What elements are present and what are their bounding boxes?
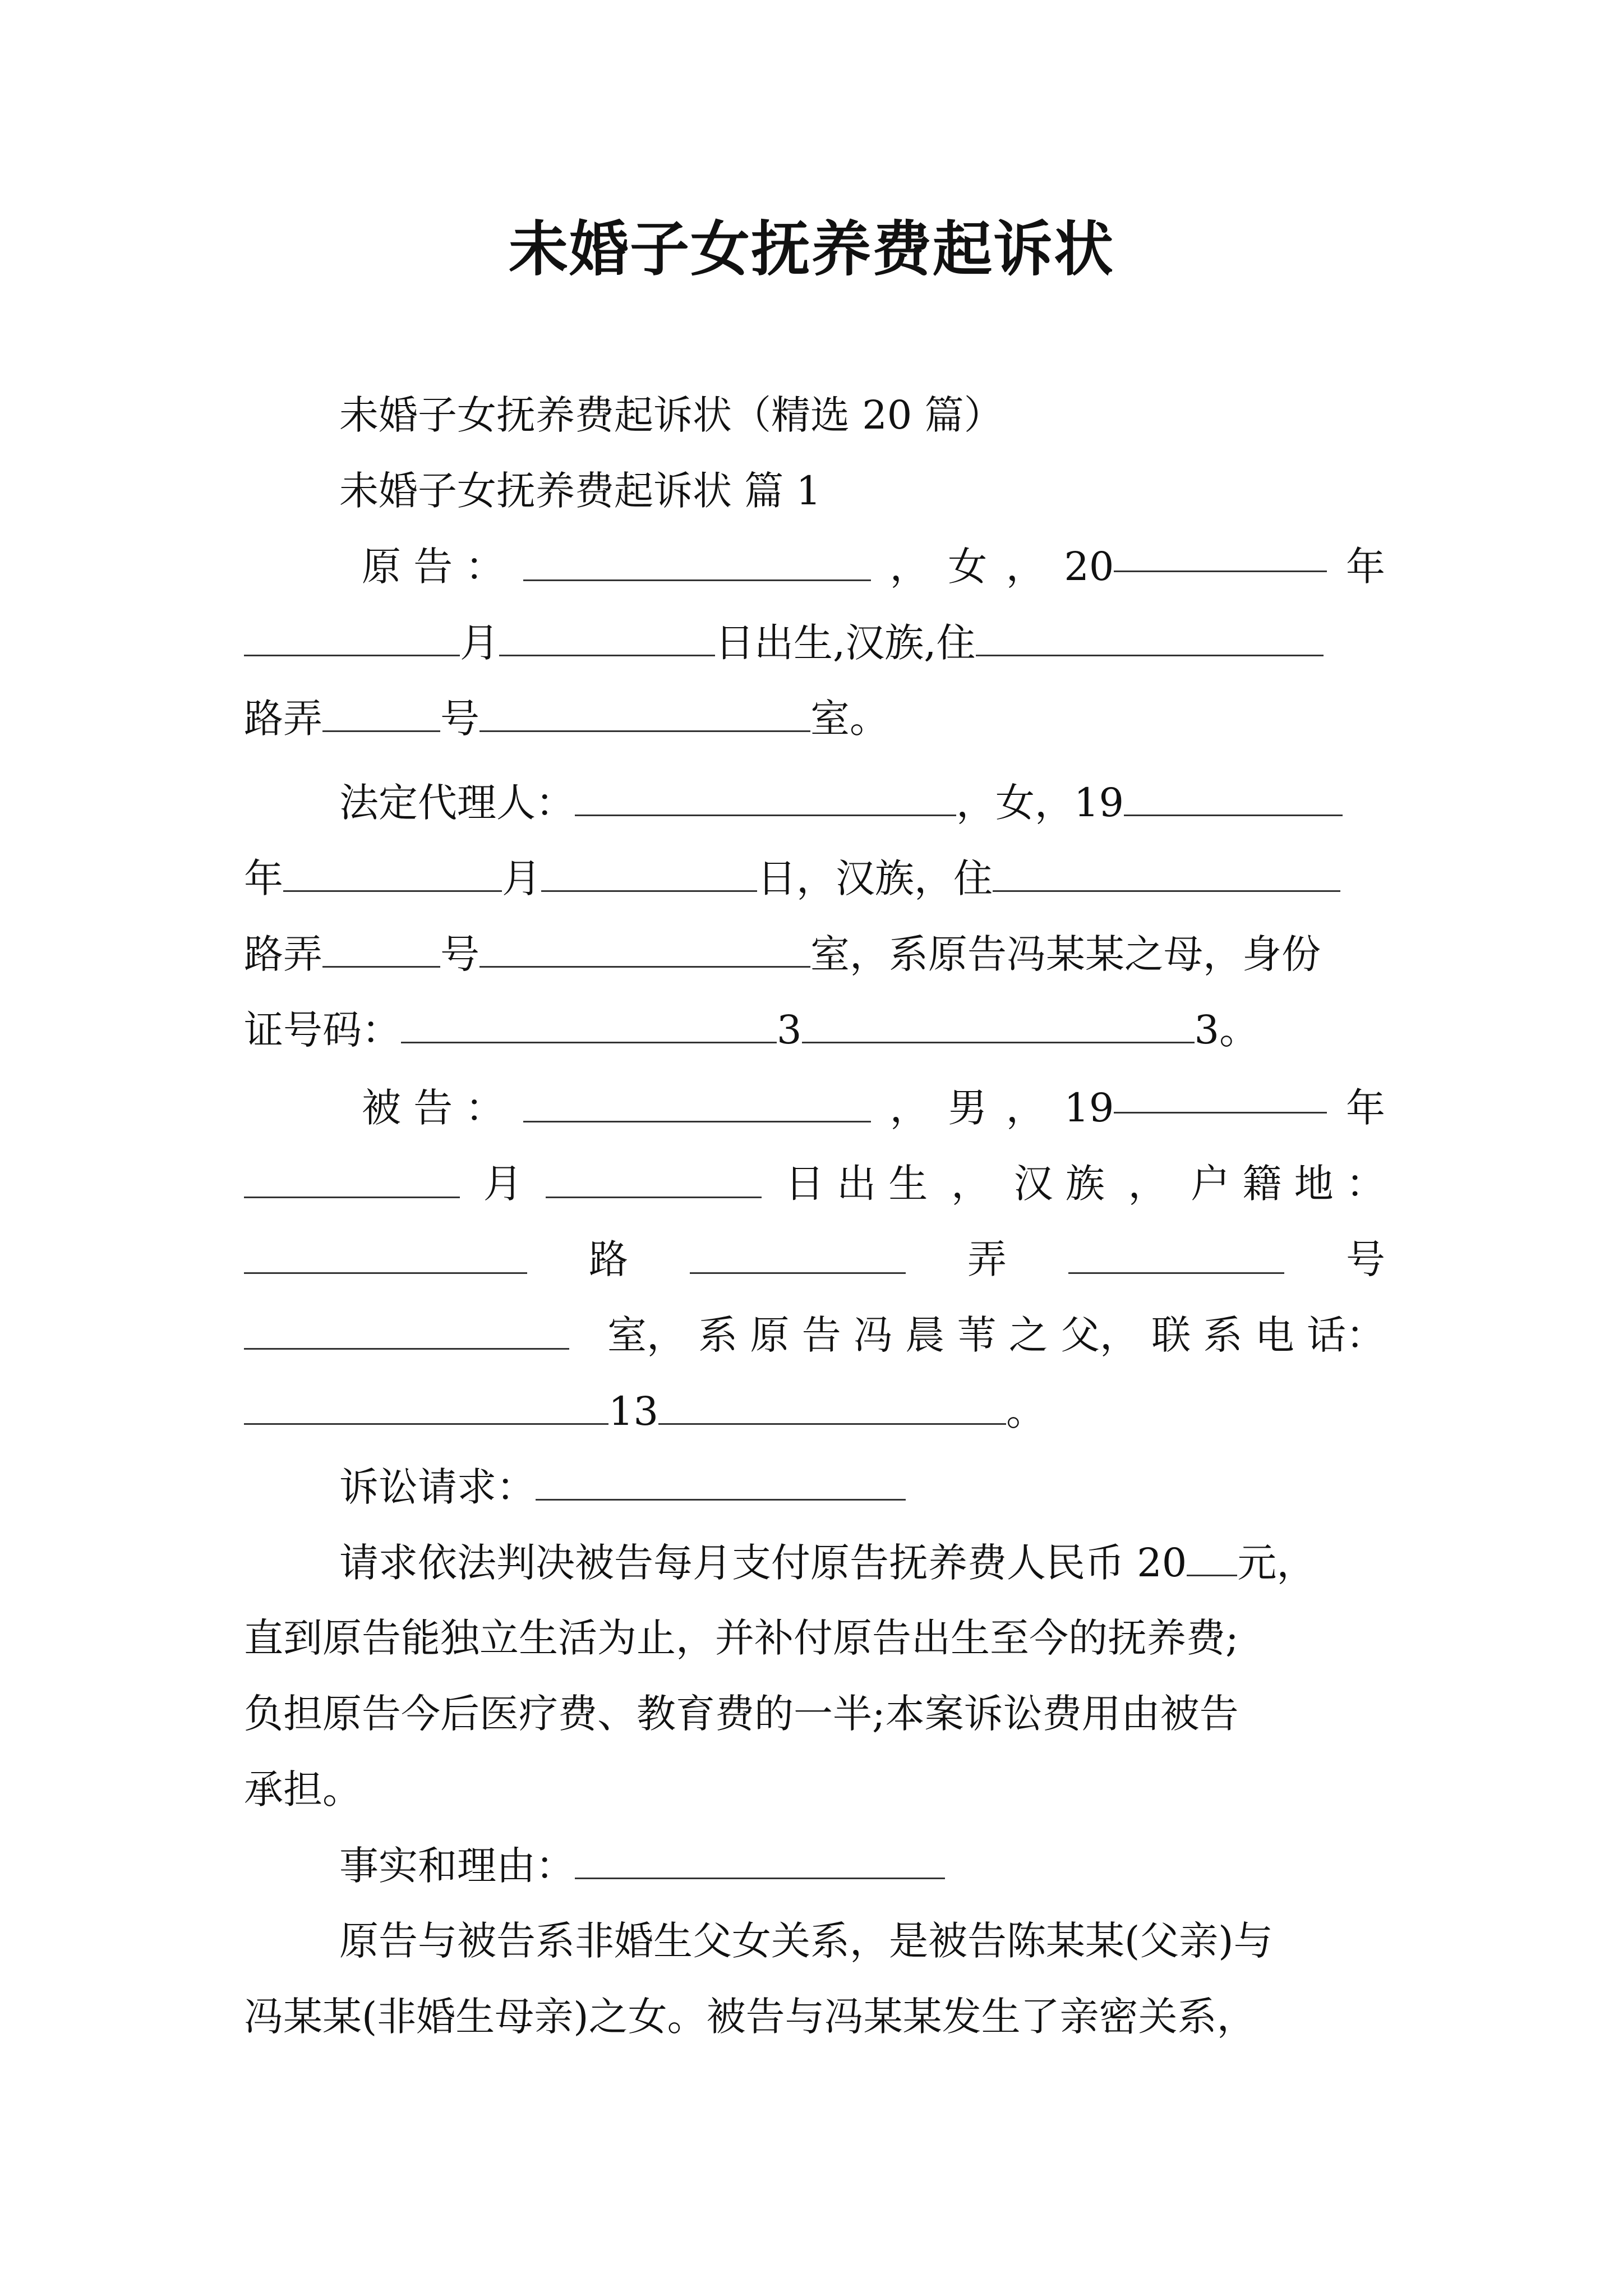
agent-line-4 xyxy=(244,1007,1385,1052)
claims-label: 诉讼请求： xyxy=(339,1464,536,1510)
road-label: 路 xyxy=(589,1236,628,1282)
born-label: 日 出 生 xyxy=(785,1161,928,1207)
claims-text: 元， xyxy=(1237,1540,1316,1586)
id-mid: 3 xyxy=(777,1007,802,1053)
agent-line-2 xyxy=(244,855,1385,900)
plaintiff-lane-blank xyxy=(322,696,440,732)
plaintiff-name-blank xyxy=(523,545,871,581)
claims-line-2: 直到原告能独立生活为止，并补付原告出生至今的抚养费; xyxy=(244,1615,1239,1661)
domicile-label: 户 籍 地 ： xyxy=(1191,1161,1385,1207)
agent-day-blank xyxy=(541,855,757,892)
room-blank xyxy=(244,1313,569,1350)
defendant-year-prefix: 19 xyxy=(1064,1085,1114,1131)
document-heading: 未婚子女抚养费起诉状（精选 20 篇） xyxy=(339,392,1003,438)
facts-blank xyxy=(575,1843,945,1879)
defendant-line-2 xyxy=(244,1161,1385,1206)
comma: ， xyxy=(889,544,929,590)
agent-line-3 xyxy=(244,931,1385,976)
road-lane-label: 路弄 xyxy=(244,931,322,977)
room-label: 室。 xyxy=(810,696,889,742)
claims-line-3: 负担原告今后医疗费、教育费的一半;本案诉讼费用由被告 xyxy=(244,1691,1239,1737)
year-label: 年 xyxy=(1345,1085,1385,1131)
id-blank-2 xyxy=(802,1007,1195,1043)
plaintiff-number-blank xyxy=(479,696,810,732)
agent-relation-text: 室，系原告冯某某之母，身份 xyxy=(810,931,1321,977)
comma: ， xyxy=(1006,544,1045,590)
phone-blank-2 xyxy=(658,1388,1006,1425)
facts-line-2: 冯某某(非婚生母亲)之女。被告与冯某某发生了亲密关系， xyxy=(244,1994,1256,2040)
facts-line-1: 原告与被告系非婚生父女关系，是被告陈某某(父亲)与 xyxy=(339,1918,1273,1964)
period: 。 xyxy=(1006,1388,1046,1434)
defendant-line-5 xyxy=(244,1388,1385,1433)
number-label: 号 xyxy=(1346,1236,1385,1282)
comma: ， xyxy=(951,1161,991,1207)
id-end: 3。 xyxy=(1194,1007,1259,1053)
agent-address-text: 日，汉族，住 xyxy=(757,855,993,901)
defendant-month-blank xyxy=(244,1162,460,1198)
id-label: 证号码： xyxy=(244,1007,401,1053)
plaintiff-line-1 xyxy=(244,544,1385,589)
document-title: 未婚子女抚养费起诉状 xyxy=(509,214,1114,284)
agent-line-1 xyxy=(244,780,1385,825)
agent-gender-text: ，女，19 xyxy=(956,780,1124,826)
agent-address-blank xyxy=(993,855,1340,892)
facts-label-line xyxy=(244,1843,1385,1888)
phone-blank-1 xyxy=(244,1388,608,1425)
amount-blank xyxy=(1187,1540,1237,1576)
number-label: 号 xyxy=(440,696,479,742)
plaintiff-month-blank xyxy=(244,620,460,656)
id-blank-1 xyxy=(401,1007,777,1043)
claims-line-1 xyxy=(244,1540,1385,1585)
plaintiff-year-prefix: 20 xyxy=(1064,544,1114,590)
lane-label: 弄 xyxy=(967,1236,1007,1282)
agent-number-blank xyxy=(479,931,810,968)
year-label: 年 xyxy=(244,855,283,901)
defendant-label: 被 告 ： xyxy=(362,1085,505,1131)
section-label: 未婚子女抚养费起诉状 篇 1 xyxy=(339,468,822,514)
ethnicity-label: 汉 族 xyxy=(1013,1161,1105,1207)
defendant-line-1 xyxy=(244,1085,1385,1130)
plaintiff-line-2 xyxy=(244,620,1385,665)
plaintiff-gender: 女 xyxy=(948,544,988,590)
plaintiff-year-blank xyxy=(1114,536,1327,572)
comma: ， xyxy=(1006,1085,1045,1131)
defendant-gender: 男 xyxy=(948,1085,988,1131)
comma: ， xyxy=(889,1085,929,1131)
defendant-year-blank xyxy=(1114,1077,1327,1114)
plaintiff-birth-address-text: 日出生,汉族,住 xyxy=(715,620,976,666)
defendant-name-blank xyxy=(523,1086,871,1122)
defendant-line-3 xyxy=(244,1237,1385,1282)
claims-line-4: 承担。 xyxy=(244,1766,362,1812)
defendant-relation-text: 室， 系 原 告 冯 晨 苇 之 父， 联 系 电 话： xyxy=(607,1312,1385,1358)
phone-prefix: 13 xyxy=(608,1388,659,1434)
defendant-day-blank xyxy=(546,1162,762,1198)
month-label: 月 xyxy=(483,1161,523,1207)
month-label: 月 xyxy=(460,620,499,666)
lane-blank xyxy=(1068,1237,1284,1274)
road-blank xyxy=(690,1237,906,1274)
agent-month-blank xyxy=(283,855,502,892)
claims-text: 请求依法判决被告每月支付原告抚养费人民币 20 xyxy=(339,1540,1187,1586)
facts-label: 事实和理由： xyxy=(339,1843,575,1889)
agent-year-blank xyxy=(1124,780,1343,816)
month-label: 月 xyxy=(502,855,541,901)
plaintiff-label: 原 告 ： xyxy=(362,544,505,590)
agent-name-blank xyxy=(575,780,956,816)
road-lane-label: 路弄 xyxy=(244,696,322,742)
comma: ， xyxy=(1128,1161,1168,1207)
claims-label-line xyxy=(244,1464,1385,1509)
plaintiff-line-3 xyxy=(244,696,1385,740)
plaintiff-address-blank xyxy=(976,620,1324,656)
agent-label: 法定代理人： xyxy=(339,780,575,826)
plaintiff-day-blank xyxy=(499,620,715,656)
year-label: 年 xyxy=(1345,544,1385,590)
agent-lane-blank xyxy=(322,931,440,968)
claims-blank xyxy=(536,1464,906,1501)
domicile-blank xyxy=(244,1237,527,1274)
number-label: 号 xyxy=(440,931,479,977)
defendant-line-4 xyxy=(244,1313,1385,1358)
